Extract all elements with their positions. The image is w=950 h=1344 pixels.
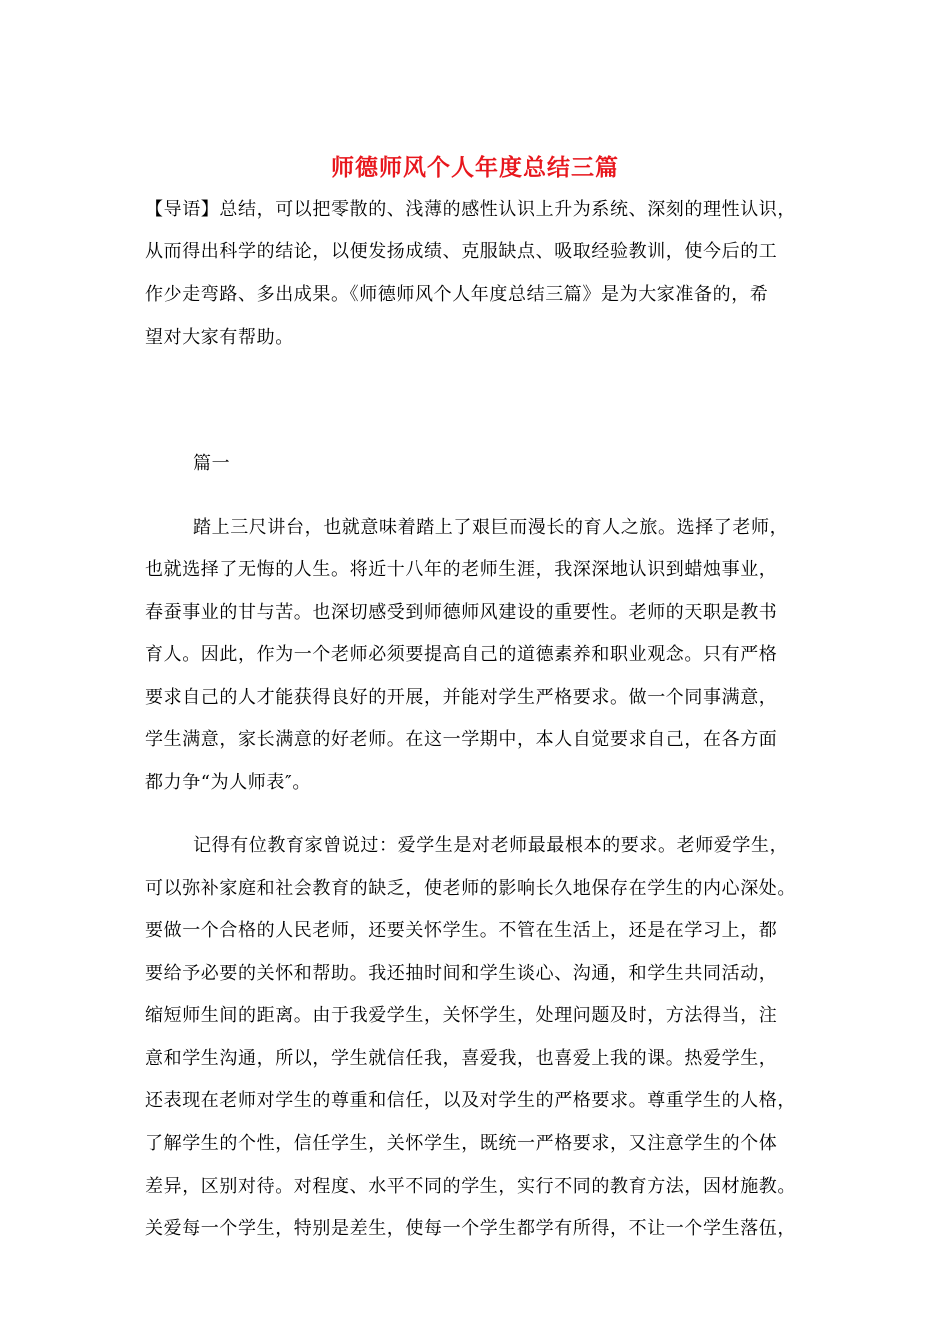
paragraph-line: 意和学生沟通，所以，学生就信任我，喜爱我，也喜爱上我的课。热爱学生， [145, 1048, 778, 1069]
paragraph-line: 可以弥补家庭和社会教育的缺乏，使老师的影响长久地保存在学生的内心深处。 [145, 878, 796, 899]
paragraph-line: 要求自己的人才能获得良好的开展，并能对学生严格要求。做一个同事满意， [145, 687, 778, 708]
paragraph-line: 差异，区别对待。对程度、水平不同的学生，实行不同的教育方法，因材施教。 [145, 1176, 796, 1197]
paragraph-line: 都力争“为人师表″。 [145, 772, 311, 793]
paragraph-line: 踏上三尺讲台，也就意味着踏上了艰巨而漫长的育人之旅。选择了老师， [193, 517, 789, 538]
paragraph-line: 也就选择了无悔的人生。将近十八年的老师生涯，我深深地认识到蜡烛事业， [145, 559, 778, 580]
paragraph-line: 要给予必要的关怀和帮助。我还抽时间和学生谈心、沟通，和学生共同活动， [145, 963, 778, 984]
paragraph-line: 记得有位教育家曾说过：爱学生是对老师最最根本的要求。老师爱学生， [193, 835, 789, 856]
paragraph-line: 还表现在老师对学生的尊重和信任，以及对学生的严格要求。尊重学生的人格， [145, 1090, 796, 1111]
intro-line: 【导语】总结，可以把零散的、浅薄的感性认识上升为系统、深刻的理性认识， [145, 199, 796, 220]
intro-line: 望对大家有帮助。 [145, 327, 294, 348]
intro-line: 从而得出科学的结论，以便发扬成绩、克服缺点、吸取经验教训，使今后的工 [145, 241, 778, 262]
intro-line: 作少走弯路、多出成果。《师德师风个人年度总结三篇》是为大家准备的，希 [145, 284, 769, 305]
paragraph-line: 缩短师生间的距离。由于我爱学生，关怀学生，处理问题及时，方法得当，注 [145, 1005, 778, 1026]
paragraph-line: 春蚕事业的甘与苦。也深切感受到师德师风建设的重要性。老师的天职是教书 [145, 602, 778, 623]
document-title: 师德师风个人年度总结三篇 [331, 154, 619, 181]
paragraph-line: 要做一个合格的人民老师，还要关怀学生。不管在生活上，还是在学习上，都 [145, 920, 778, 941]
paragraph-line: 学生满意，家长满意的好老师。在这一学期中，本人自觉要求自己，在各方面 [145, 729, 778, 750]
paragraph-line: 育人。因此，作为一个老师必须要提高自己的道德素养和职业观念。只有严格 [145, 644, 778, 665]
paragraph-line: 关爱每一个学生，特别是差生，使每一个学生都学有所得，不让一个学生落伍， [145, 1218, 796, 1239]
section-heading: 篇一 [193, 453, 231, 474]
paragraph-line: 了解学生的个性，信任学生，关怀学生，既统一严格要求，又注意学生的个体 [145, 1133, 778, 1154]
